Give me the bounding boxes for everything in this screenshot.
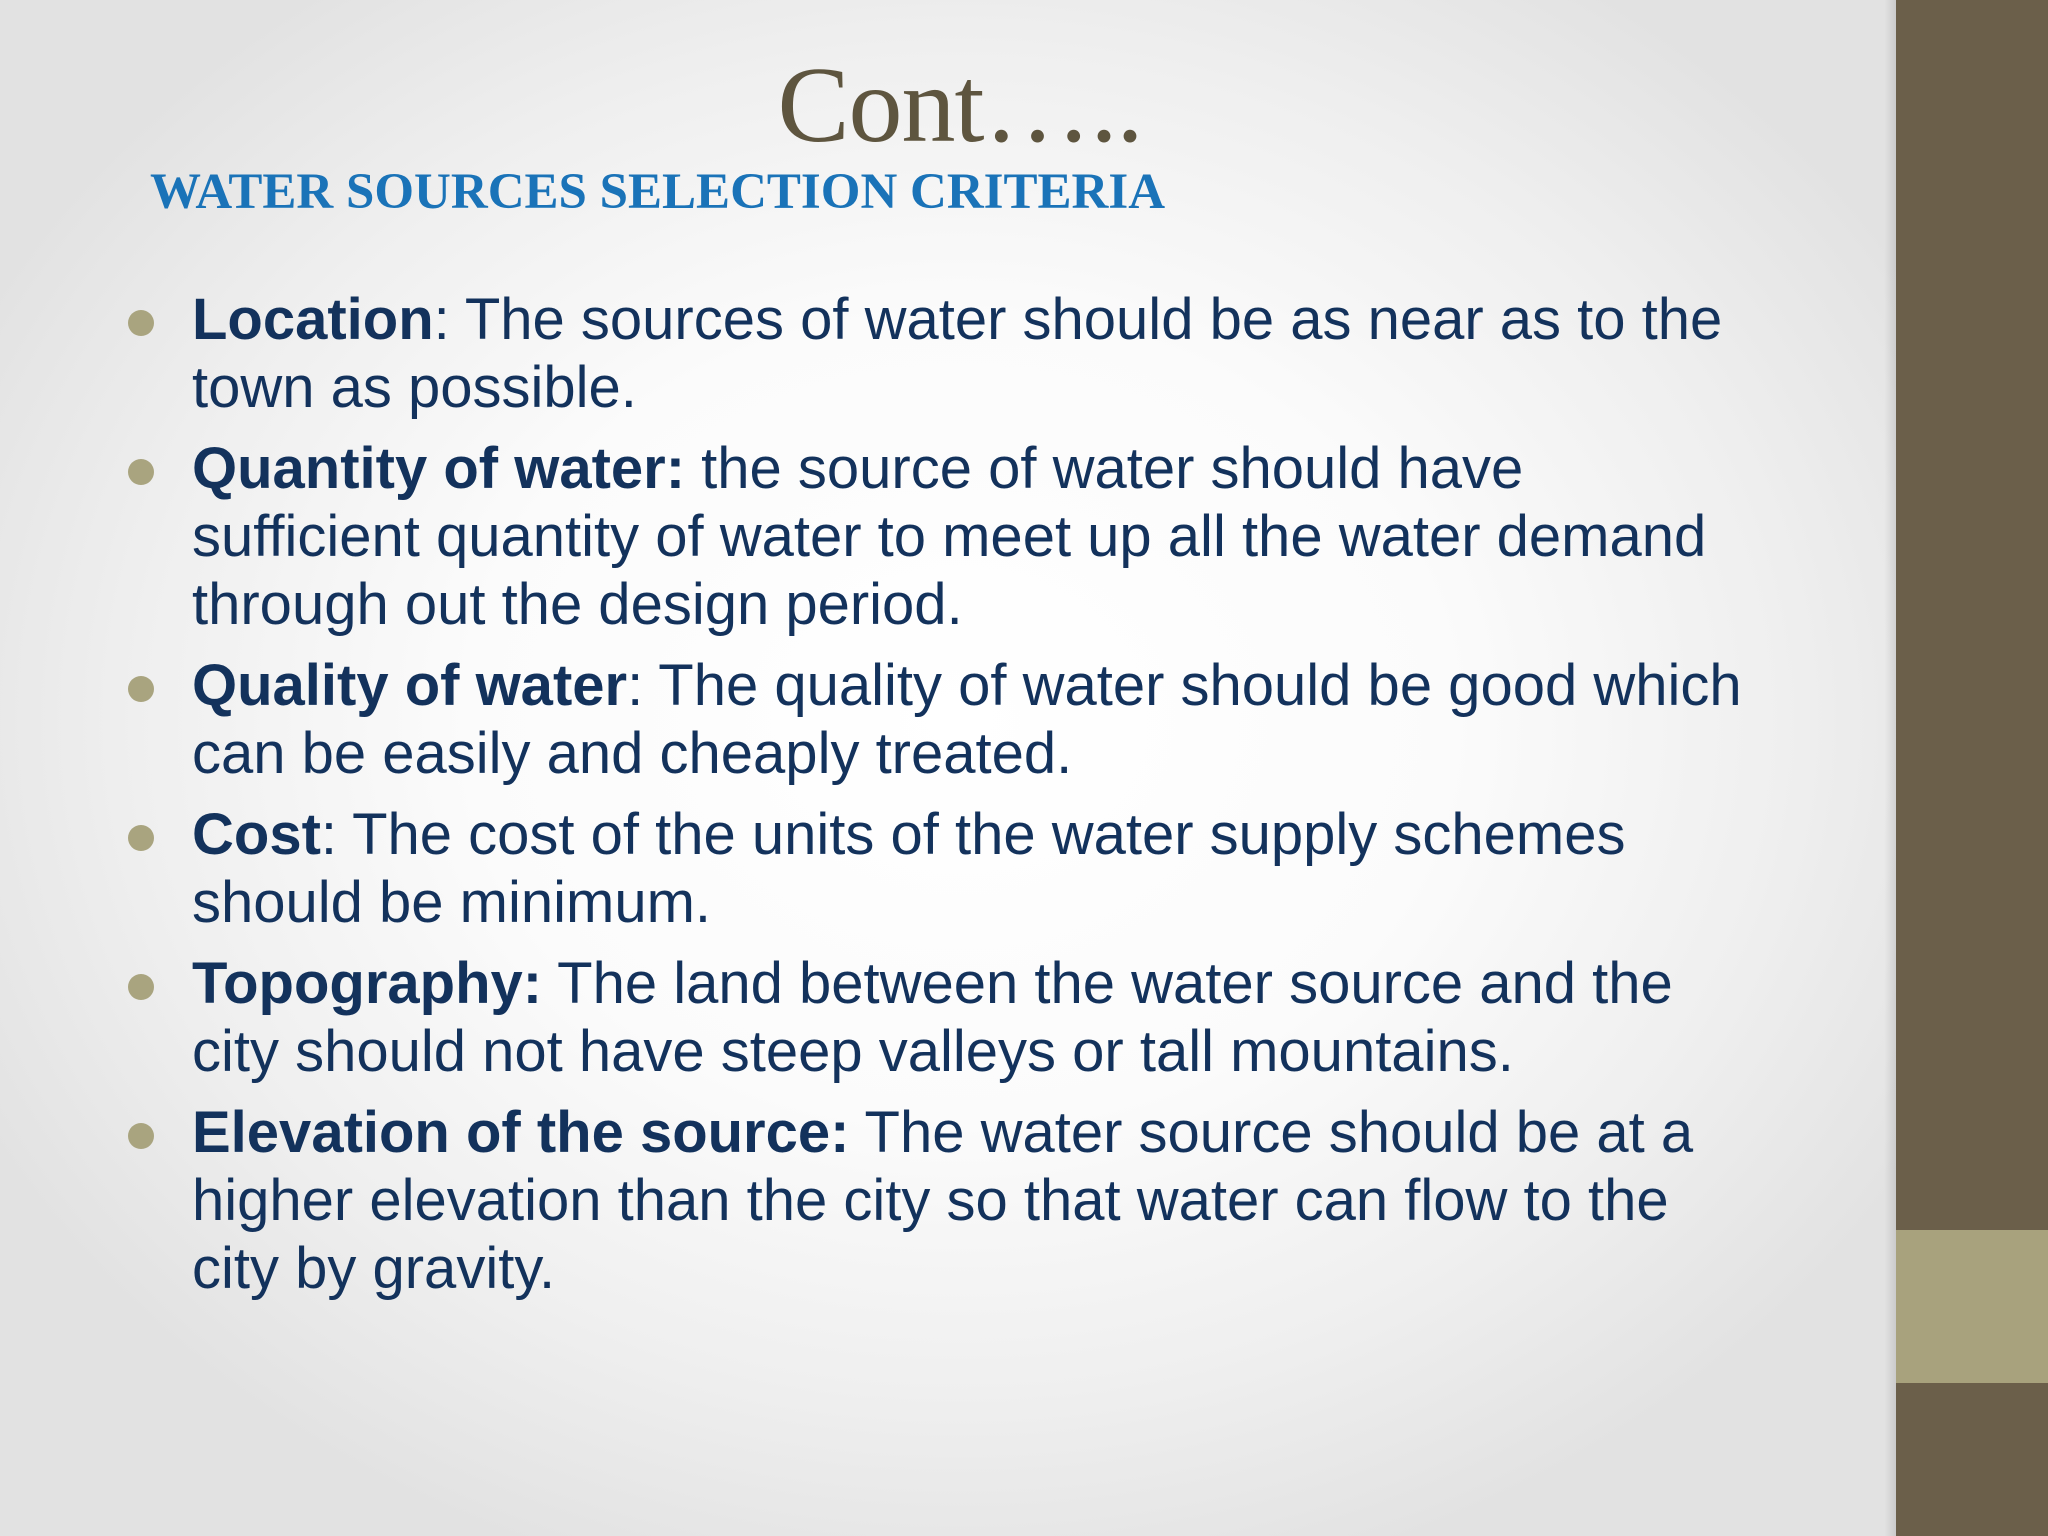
- side-bar-shadow: [1884, 0, 1896, 1536]
- criteria-description: the source of water should have sufficient quantity of water to meet up all the water demand through out the design period.: [192, 436, 1707, 637]
- criteria-term: Location: [192, 287, 434, 352]
- slide-subtitle: WATER SOURCES SELECTION CRITERIA: [150, 164, 1166, 220]
- bullet-dot-icon: [128, 974, 154, 1000]
- criteria-item-topography: [120, 950, 1760, 1086]
- criteria-item-elevation: [120, 1099, 1760, 1303]
- criteria-term: Elevation of the source:: [192, 1100, 850, 1165]
- bullet-dot-icon: [128, 459, 154, 485]
- criteria-description: : The sources of water should be as near as to the town as possible.: [192, 287, 1723, 420]
- criteria-term: Quantity of water:: [192, 436, 686, 501]
- criteria-item-quantity: [120, 435, 1760, 639]
- bullet-dot-icon: [128, 310, 154, 336]
- criteria-description: The land between the water source and the city should not have steep valleys or tall mountains.: [192, 951, 1673, 1084]
- slide-title: Cont…..: [777, 46, 1143, 165]
- bullet-dot-icon: [128, 676, 154, 702]
- bullet-dot-icon: [128, 1123, 154, 1149]
- criteria-term: Quality of water: [192, 653, 628, 718]
- criteria-item-quality: [120, 652, 1760, 788]
- criteria-term: Topography:: [192, 951, 543, 1016]
- criteria-list: [120, 286, 1760, 1316]
- bullet-dot-icon: [128, 825, 154, 851]
- criteria-item-cost: [120, 801, 1760, 937]
- criteria-description: : The cost of the units of the water supply schemes should be minimum.: [192, 802, 1626, 935]
- criteria-description: The water source should be at a higher elevation than the city so that water can flow to the city by gravity.: [192, 1100, 1694, 1301]
- side-decoration-accent: [1896, 1230, 2048, 1383]
- criteria-description: : The quality of water should be good which can be easily and cheaply treated.: [192, 653, 1742, 786]
- criteria-item-location: [120, 286, 1760, 422]
- criteria-term: Cost: [192, 802, 321, 867]
